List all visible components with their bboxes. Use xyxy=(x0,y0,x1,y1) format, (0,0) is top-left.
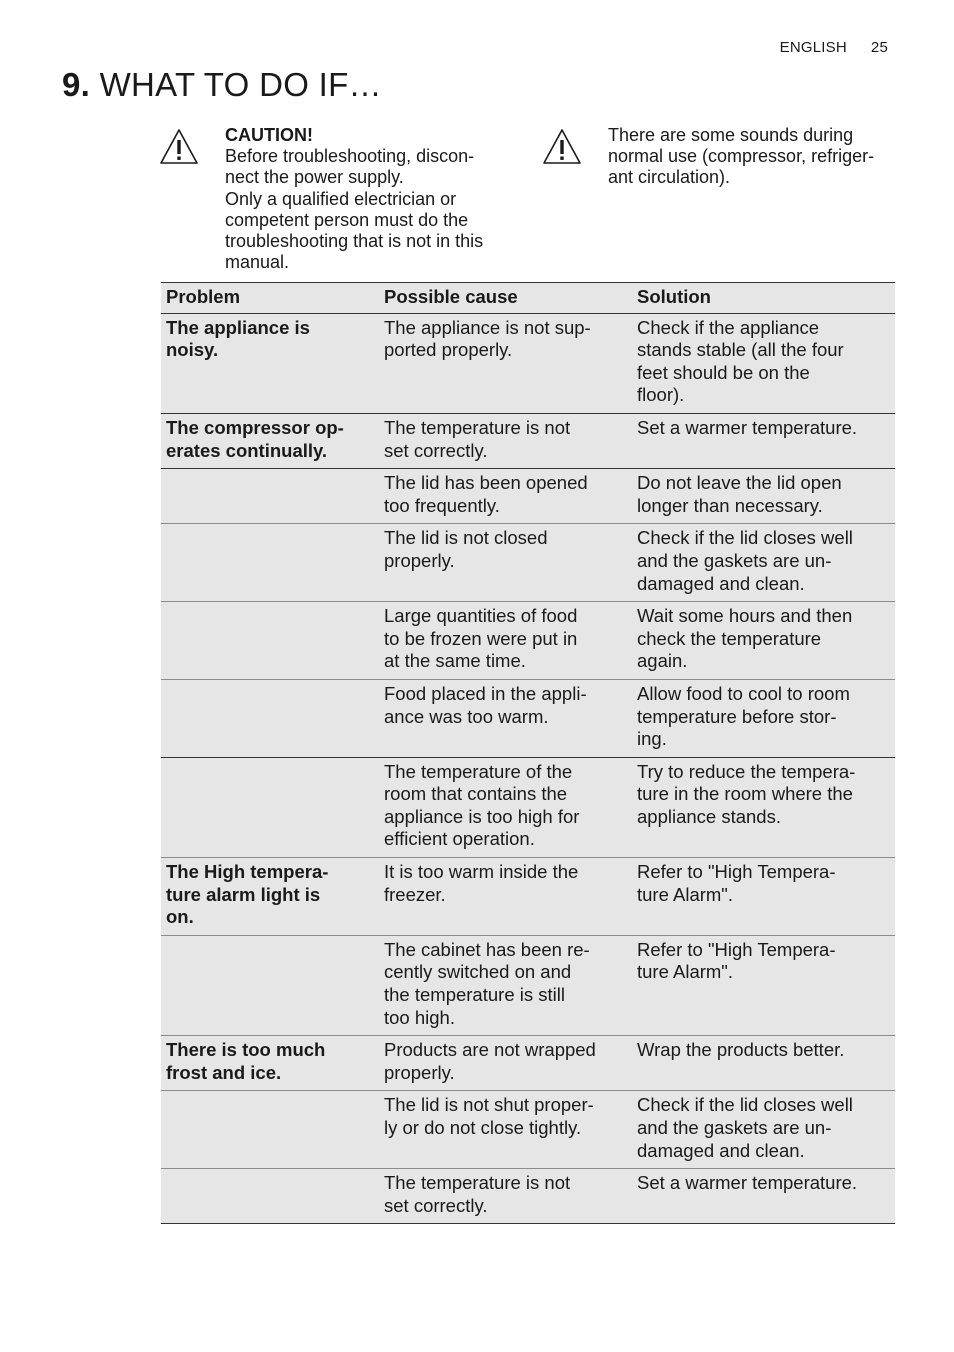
problem-cell xyxy=(161,1091,379,1169)
cause-cell xyxy=(379,413,632,468)
table-row xyxy=(161,935,895,1035)
cell-line: The cabinet has been re- xyxy=(384,938,590,960)
cell-line: The lid is not shut proper- xyxy=(384,1094,594,1116)
cell-line: The appliance is not sup- xyxy=(384,316,591,338)
table-row xyxy=(161,1036,895,1091)
column-header-cause: Possible cause xyxy=(379,283,632,314)
warning-icon xyxy=(159,127,199,167)
solution-cell xyxy=(632,413,895,468)
section-title xyxy=(62,66,382,104)
cell-line: feet should be on the xyxy=(637,361,810,383)
caution-note xyxy=(159,125,514,273)
cell-line: The appliance is xyxy=(166,316,310,338)
cause-cell xyxy=(379,1036,632,1091)
cell-line: The lid is not closed xyxy=(384,527,548,549)
solution-cell xyxy=(632,757,895,857)
solution-cell xyxy=(632,1036,895,1091)
column-header-solution: Solution xyxy=(632,283,895,314)
cell-line: Refer to "High Tempera- xyxy=(637,938,836,960)
cell-line: Wait some hours and then xyxy=(637,605,853,627)
problem-cell xyxy=(161,1036,379,1091)
sounds-note-text xyxy=(608,125,874,189)
cell-line: damaged and clean. xyxy=(637,572,805,594)
cell-line: Refer to "High Tempera- xyxy=(637,861,836,883)
cell-line: Allow food to cool to room xyxy=(637,682,850,704)
sounds-note xyxy=(542,125,902,189)
table-row xyxy=(161,413,895,468)
cell-line: The temperature is not xyxy=(384,416,571,438)
cell-line: at the same time. xyxy=(384,650,526,672)
solution-cell xyxy=(632,313,895,413)
page-number: 25 xyxy=(870,39,888,56)
cell-line: frost and ice. xyxy=(166,1061,282,1083)
cell-line: check the temperature xyxy=(637,627,822,649)
cell-line: the temperature is still xyxy=(384,984,565,1006)
cell-line: stands stable (all the four xyxy=(637,339,844,361)
table-row xyxy=(161,469,895,524)
cell-line: The lid has been opened xyxy=(384,472,588,494)
table-header-row xyxy=(161,283,895,314)
cell-line: damaged and clean. xyxy=(637,1139,805,1161)
section-title-text: WHAT TO DO IF… xyxy=(99,66,382,103)
cell-line: ture Alarm". xyxy=(637,961,734,983)
cell-line: Food placed in the appli- xyxy=(384,682,587,704)
cell-line: The temperature is not xyxy=(384,1172,571,1194)
note-line: manual. xyxy=(225,252,290,273)
cell-line: again. xyxy=(637,650,688,672)
problem-cell xyxy=(161,679,379,757)
troubleshooting-table xyxy=(161,282,895,1224)
problem-cell xyxy=(161,858,379,936)
table-header xyxy=(161,283,895,314)
note-line: nect the power supply. xyxy=(225,167,404,188)
cell-line: Wrap the products better. xyxy=(637,1039,845,1061)
problem-cell xyxy=(161,524,379,602)
cause-cell xyxy=(379,1091,632,1169)
cell-line: Set a warmer temperature. xyxy=(637,1172,858,1194)
cell-line: and the gaskets are un- xyxy=(637,1117,832,1138)
cell-line: ing. xyxy=(637,728,667,750)
cell-line: and the gaskets are un- xyxy=(637,549,832,571)
cell-line: Large quantities of food xyxy=(384,605,578,627)
problem-cell xyxy=(161,602,379,680)
cell-line: appliance is too high for xyxy=(384,805,580,827)
cell-line: appliance stands. xyxy=(637,805,781,827)
solution-cell xyxy=(632,524,895,602)
cell-line: longer than necessary. xyxy=(637,494,823,516)
cell-line: It is too warm inside the xyxy=(384,861,579,883)
cell-line: room that contains the xyxy=(384,783,568,805)
note-line: ant circulation). xyxy=(608,167,731,188)
cause-cell xyxy=(379,935,632,1035)
cause-cell xyxy=(379,313,632,413)
table-row xyxy=(161,858,895,936)
table-row xyxy=(161,524,895,602)
note-line: competent person must do the xyxy=(225,209,469,230)
cell-line: too high. xyxy=(384,1006,455,1028)
solution-cell xyxy=(632,469,895,524)
cell-line: to be frozen were put in xyxy=(384,627,578,649)
table-row xyxy=(161,679,895,757)
problem-cell xyxy=(161,469,379,524)
cell-line: There is too much xyxy=(166,1039,326,1061)
solution-cell xyxy=(632,602,895,680)
cell-line: properly. xyxy=(384,549,455,571)
note-line: Only a qualified electrician or xyxy=(225,188,457,209)
cell-line: set correctly. xyxy=(384,439,488,461)
cell-line: The compressor op- xyxy=(166,416,344,438)
cell-line: too frequently. xyxy=(384,494,500,516)
problem-cell xyxy=(161,413,379,468)
solution-cell xyxy=(632,1169,895,1224)
cell-line: erates continually. xyxy=(166,439,328,461)
warning-icon xyxy=(542,127,582,167)
cell-line: Check if the lid closes well xyxy=(637,1094,853,1116)
table-body xyxy=(161,313,895,1224)
note-line: troubleshooting that is not in this xyxy=(225,231,484,252)
cell-line: noisy. xyxy=(166,339,219,361)
cell-line: Set a warmer temperature. xyxy=(637,416,858,438)
cell-line: on. xyxy=(166,906,194,928)
solution-cell xyxy=(632,858,895,936)
cell-line: The High tempera- xyxy=(166,861,329,883)
table-row xyxy=(161,602,895,680)
cell-line: The temperature of the xyxy=(384,760,573,782)
cause-cell xyxy=(379,858,632,936)
solution-cell xyxy=(632,935,895,1035)
header-language: ENGLISH xyxy=(779,39,847,56)
note-line: normal use (compressor, refriger- xyxy=(608,146,875,167)
cell-line: ance was too warm. xyxy=(384,705,549,727)
cell-line: freezer. xyxy=(384,883,446,905)
cell-line: ture alarm light is xyxy=(166,883,321,905)
note-line: Before troubleshooting, discon- xyxy=(225,146,475,167)
cause-cell xyxy=(379,524,632,602)
cell-line: Try to reduce the tempera- xyxy=(637,760,856,782)
cell-line: Do not leave the lid open xyxy=(637,472,842,494)
cell-line: efficient operation. xyxy=(384,828,535,850)
section-number: 9. xyxy=(62,66,91,103)
cell-line: Products are not wrapped xyxy=(384,1039,596,1061)
cell-line: ture Alarm". xyxy=(637,883,734,905)
table-row xyxy=(161,757,895,857)
cell-line: Check if the lid closes well xyxy=(637,527,853,549)
cause-cell xyxy=(379,469,632,524)
solution-cell xyxy=(632,1091,895,1169)
problem-cell xyxy=(161,1169,379,1224)
cell-line: ture in the room where the xyxy=(637,783,853,805)
problem-cell xyxy=(161,757,379,857)
page-header xyxy=(760,39,888,56)
problem-cell xyxy=(161,935,379,1035)
cause-cell xyxy=(379,757,632,857)
caution-note-text xyxy=(225,125,483,273)
cell-line: Check if the appliance xyxy=(637,316,820,338)
cell-line: floor). xyxy=(637,384,685,406)
caution-heading: CAUTION! xyxy=(225,125,313,145)
table-row xyxy=(161,313,895,413)
cell-line: cently switched on and xyxy=(384,961,572,983)
column-header-problem: Problem xyxy=(161,283,379,314)
cell-line: set correctly. xyxy=(384,1194,488,1216)
cell-line: properly. xyxy=(384,1061,455,1083)
cause-cell xyxy=(379,602,632,680)
table-row xyxy=(161,1169,895,1224)
solution-cell xyxy=(632,679,895,757)
problem-cell xyxy=(161,313,379,413)
cell-line: temperature before stor- xyxy=(637,705,837,727)
cause-cell xyxy=(379,679,632,757)
cell-line: ported properly. xyxy=(384,339,513,361)
table-row xyxy=(161,1091,895,1169)
note-line: There are some sounds during xyxy=(608,125,854,145)
cell-line: ly or do not close tightly. xyxy=(384,1117,582,1138)
cause-cell xyxy=(379,1169,632,1224)
